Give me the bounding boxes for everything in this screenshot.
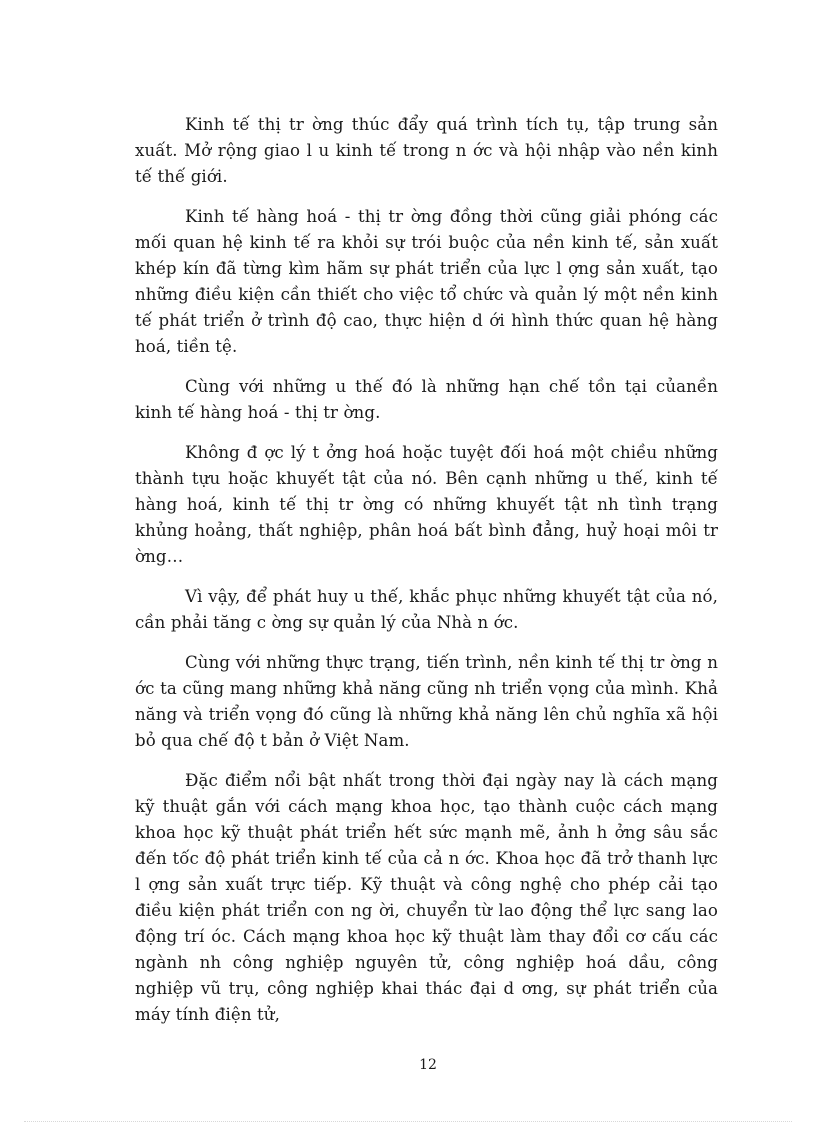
paragraph-market-accumulation: Kinh tế thị tr ờng thúc đẩy quá trình tích tụ, tập trung sản xuất. Mở rộng giao l u kinh tế trong n ớc và hội nhập vào nền kinh tế thế giới. bbox=[135, 115, 718, 186]
paragraph-state-management: Vì vậy, để phát huy u thế, khắc phục những khuyết tật của nó, cần phải tăng c ờng sự quản lý của Nhà n ớc. bbox=[135, 587, 718, 632]
paragraph-science-technology: Đặc điểm nổi bật nhất trong thời đại ngày nay là cách mạng kỹ thuật gắn với cách mạng khoa học, tạo thành cuộc cách mạng khoa học kỹ thuật phát triển hết sức mạnh mẽ, ảnh h ởng sâu sắc đến tốc độ phát triển kinh tế của cả n ớc. Khoa học đã trở thanh lực l ợng sản xuất trực tiếp. Kỹ thuật và công nghệ cho phép cải tạo điều kiện phát triển con ng ời, chuyển từ lao động thể lực sang lao động trí óc. Cách mạng khoa học kỹ thuật làm thay đổi cơ cấu các ngành nh công nghiệp nguyên tử, công nghiệp hoá dầu, công nghiệp vũ trụ, công nghiệp khai thác đại d ơng, sự phát triển của máy tính điện tử, bbox=[135, 771, 718, 1024]
paragraph-market-liberation: Kinh tế hàng hoá - thị tr ờng đồng thời cũng giải phóng các mối quan hệ kinh tế ra khỏi sự trói buộc của nền kinh tế, sản xuất khép kín đã từng kìm hãm sự phát triển của lực l ợng sản xuất, tạo những điều kiện cần thiết cho việc tổ chức và quản lý một nền kinh tế phát triển ở trình độ cao, thực hiện d ới hình thức quan hệ hàng hoá, tiền tệ. bbox=[135, 207, 718, 356]
paragraph-limitations: Cùng với những u thế đó là những hạn chế tồn tại củanền kinh tế hàng hoá - thị tr ờng. bbox=[135, 377, 718, 422]
paragraph-defects: Không đ ợc lý t ởng hoá hoặc tuyệt đối hoá một chiều những thành tựu hoặc khuyết tật của nó. Bên cạnh những u thế, kinh tế hàng hoá, kinh tế thị tr ờng có những khuyết tật nh tình trạng khủng hoảng, thất nghiệp, phân hoá bất bình đẳng, huỷ hoại môi tr ờng… bbox=[135, 443, 718, 566]
page-number: 12 bbox=[419, 1057, 437, 1073]
paragraph-prospects: Cùng với những thực trạng, tiến trình, nền kinh tế thị tr ờng n ớc ta cũng mang những khả năng cũng nh triển vọng của mình. Khả năng và triển vọng đó cũng là những khả năng lên chủ nghĩa xã hội bỏ qua chế độ t bản ở Việt Nam. bbox=[135, 653, 718, 750]
body-text bbox=[135, 112, 718, 1042]
page-bottom-divider bbox=[24, 1121, 792, 1122]
